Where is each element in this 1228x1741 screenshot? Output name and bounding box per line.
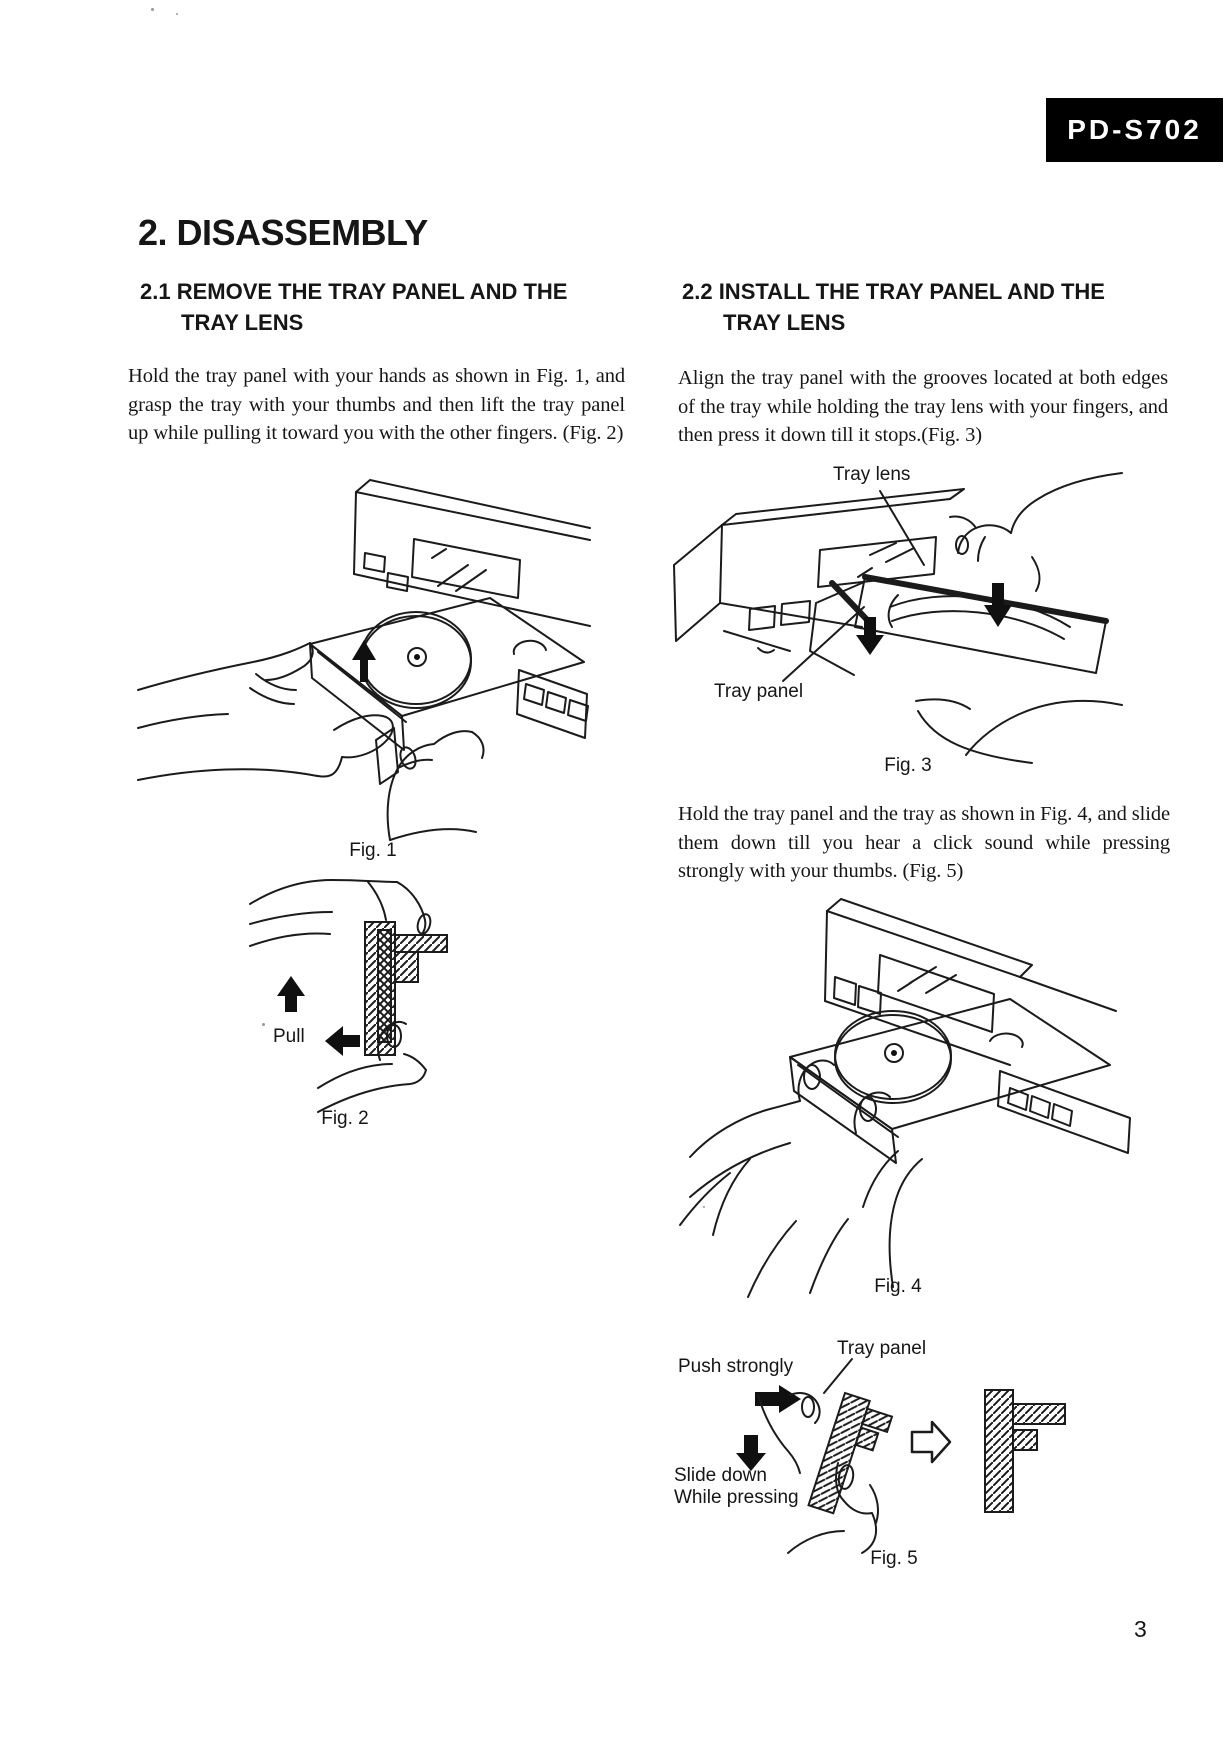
- lift-arrow: [277, 976, 305, 1012]
- figure-3-caption: Fig. 3: [884, 755, 932, 776]
- figure-1-drawing: [138, 428, 590, 840]
- slide-down-label: Slide down: [674, 1465, 767, 1486]
- section-2-2-paragraph-1: Align the tray panel with the grooves located at both edges of the tray while holding the tray lens with your fingers, and then press it down till it stops.(Fig. 3): [678, 367, 1168, 446]
- figure-3-drawing: [640, 455, 1122, 777]
- press-down-arrow: [856, 617, 884, 655]
- figure-4-drawing: [660, 895, 1142, 1297]
- figure-1-caption: Fig. 1: [349, 840, 397, 861]
- tray-panel-cross-section-upright: [985, 1390, 1065, 1512]
- model-badge: [1046, 98, 1223, 162]
- lift-up-arrow: [352, 640, 376, 682]
- transition-arrow: [912, 1422, 950, 1462]
- pull-label: Pull: [273, 1026, 305, 1047]
- figure-2-caption: Fig. 2: [321, 1108, 369, 1129]
- section-heading-2-1-line2: TRAY LENS: [181, 310, 304, 335]
- section-heading-2-1-line1: 2.1 REMOVE THE TRAY PANEL AND THE: [140, 279, 568, 304]
- section-heading-2-1: [140, 276, 567, 338]
- figure-2-drawing: [248, 872, 570, 1120]
- fig5-tray-panel-label: Tray panel: [837, 1338, 927, 1359]
- pull-arrow: [325, 1026, 360, 1056]
- model-badge-text: PD-S702: [1067, 114, 1202, 145]
- page-number: 3: [1134, 1616, 1147, 1642]
- figure-4-caption: Fig. 4: [874, 1276, 922, 1297]
- section-heading-2-2-line1: 2.2 INSTALL THE TRAY PANEL AND THE: [682, 279, 1105, 304]
- section-heading-2-2-line2: TRAY LENS: [723, 310, 846, 335]
- while-pressing-label: While pressing: [674, 1487, 799, 1508]
- scan-speck: [151, 8, 154, 11]
- figure-5-caption: Fig. 5: [870, 1548, 918, 1569]
- scan-speck: [176, 13, 178, 15]
- fig3-tray-panel-label: Tray panel: [714, 681, 804, 702]
- section-2-1-paragraph: Hold the tray panel with your hands as shown in Fig. 1, and grasp the tray with your thumbs and then lift the tray panel up while pulling it toward you with the other fingers. (Fig. 2): [128, 365, 625, 444]
- tray-lens-label: Tray lens: [833, 464, 911, 485]
- page-title: 2. DISASSEMBLY: [138, 212, 428, 253]
- press-down-arrow: [984, 583, 1012, 627]
- fig5-tray-panel-leader: [824, 1359, 852, 1393]
- section-2-2-paragraph-2: Hold the tray panel and the tray as shown in Fig. 4, and slide them down till you hear a click sound while pressing strongly with your thumbs. (Fig. 5): [678, 803, 1170, 882]
- tray-panel-leader: [783, 607, 864, 681]
- tray-panel-cross-section-tilted: [809, 1393, 895, 1521]
- push-strongly-label: Push strongly: [678, 1356, 794, 1377]
- section-heading-2-2: [682, 276, 1105, 338]
